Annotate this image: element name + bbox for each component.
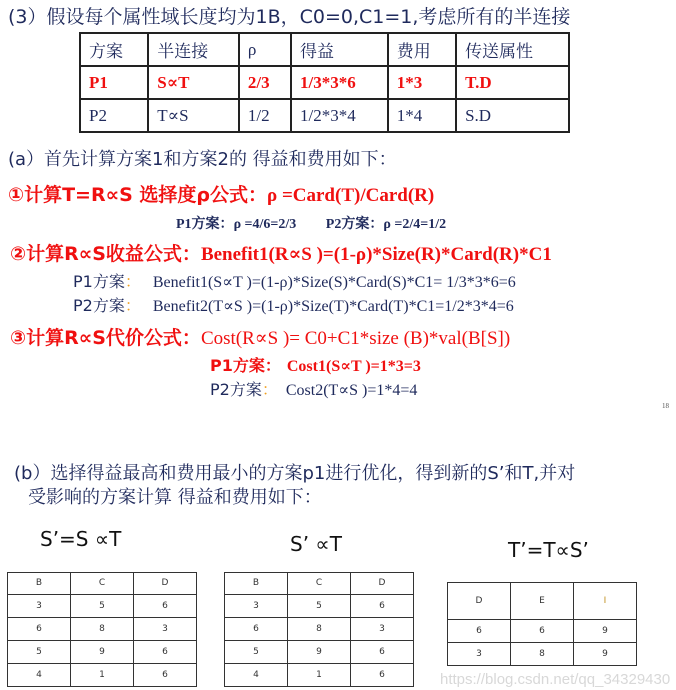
- cell: 5: [225, 641, 288, 664]
- cell: 1/2: [239, 99, 291, 132]
- cell: 3: [134, 618, 197, 641]
- cell: 8: [71, 618, 134, 641]
- cell: 6: [511, 620, 574, 643]
- p2-label: P2方案: [73, 296, 125, 315]
- step3-formula: Cost(R∝S )= C0+C1*size (B)*val(B[S]): [200, 328, 511, 349]
- rel1-table: [7, 572, 197, 687]
- cell: I: [574, 583, 637, 620]
- cell: 1/3*3*6: [291, 66, 388, 99]
- cell: 6: [448, 620, 511, 643]
- rel3-table: [447, 582, 637, 666]
- cell: 9: [288, 641, 351, 664]
- semijoin-table: [79, 32, 570, 133]
- cell: 3: [351, 618, 414, 641]
- table-header-row: [8, 573, 197, 595]
- step2-line: [10, 239, 552, 266]
- cell: 6: [134, 595, 197, 618]
- cell: 3: [225, 595, 288, 618]
- colon: ：: [124, 298, 141, 315]
- step2-formula: Benefit1(R∝S )=(1-ρ)*Size(R)*Card(R)*C1: [200, 244, 552, 265]
- p2-value: Benefit2(T∝S )=(1-ρ)*Size(T)*Card(T)*C1=1/2*3*4=6: [152, 298, 514, 315]
- p1-value: Cost1(S∝T )=1*3=3: [286, 358, 421, 375]
- table-header-row: [225, 573, 414, 595]
- cell: S.D: [456, 99, 569, 132]
- p1-value: Benefit1(S∝T )=(1-ρ)*Size(S)*Card(S)*C1= 1/3*3*6=6: [152, 274, 516, 291]
- table-row: [448, 620, 637, 643]
- colon: ：: [261, 382, 278, 399]
- p2-value: ρ =2/4=1/2: [383, 217, 447, 232]
- rel2-table: [224, 572, 414, 687]
- rel3-title: T’=T∝S’: [508, 538, 589, 562]
- table-row: [8, 595, 197, 618]
- cell: 3: [8, 595, 71, 618]
- step1-label: ①计算T=R∝S 选择度ρ公式：: [8, 184, 268, 206]
- cell: D: [134, 573, 197, 595]
- p1-label: P1方案：: [210, 356, 281, 375]
- cell: 8: [288, 618, 351, 641]
- table-row: [80, 66, 569, 99]
- rel1-title: S’=S ∝T: [40, 527, 122, 551]
- cell: D: [351, 573, 414, 595]
- cell: S∝T: [148, 66, 239, 99]
- step3-label: ③计算R∝S代价公式：: [10, 327, 201, 349]
- header-cell: ρ: [239, 33, 291, 66]
- cell: C: [71, 573, 134, 595]
- step2-p1: [73, 269, 516, 292]
- table-row: [8, 664, 197, 687]
- step2-p2: [73, 293, 514, 316]
- cell: 9: [574, 620, 637, 643]
- cell: 6: [351, 595, 414, 618]
- table-row: [225, 664, 414, 687]
- table-header-row: [80, 33, 569, 66]
- cell: 9: [574, 643, 637, 666]
- p1-value: ρ =4/6=2/3: [233, 217, 297, 232]
- table-header-row: [448, 583, 637, 620]
- cell: P1: [80, 66, 148, 99]
- p2-label: P2方案: [210, 380, 262, 399]
- cell: P2: [80, 99, 148, 132]
- cell: E: [511, 583, 574, 620]
- header-cell: 费用: [388, 33, 456, 66]
- cell: 1*4: [388, 99, 456, 132]
- cell: 6: [134, 664, 197, 687]
- table-row: [8, 641, 197, 664]
- cell: 6: [134, 641, 197, 664]
- step1-formula: ρ =Card(T)/Card(R): [267, 185, 435, 206]
- header-cell: 方案: [80, 33, 148, 66]
- colon: ：: [124, 274, 141, 291]
- cell: 1/2*3*4: [291, 99, 388, 132]
- step1-values: [176, 213, 446, 233]
- table-row: [225, 641, 414, 664]
- cell: 5: [8, 641, 71, 664]
- p1-label: P1方案：: [176, 217, 234, 232]
- cell: 6: [8, 618, 71, 641]
- a-title: (a）首先计算方案1和方案2的 得益和费用如下：: [8, 149, 397, 170]
- cell: 5: [71, 595, 134, 618]
- p1-label: P1方案: [73, 272, 125, 291]
- header-cell: 半连接: [148, 33, 239, 66]
- cell: 4: [8, 664, 71, 687]
- step1-line: [8, 180, 434, 207]
- cell: T.D: [456, 66, 569, 99]
- cell: 3: [448, 643, 511, 666]
- cell: 1: [71, 664, 134, 687]
- cell: 1*3: [388, 66, 456, 99]
- header-cell: 得益: [291, 33, 388, 66]
- cell: 1: [288, 664, 351, 687]
- page-number: 18: [662, 402, 669, 410]
- header-cell: 传送属性: [456, 33, 569, 66]
- b-title-line2: 受影响的方案计算 得益和费用如下：: [28, 487, 322, 508]
- watermark: https://blog.csdn.net/qq_34329430: [440, 671, 671, 688]
- cell: 6: [351, 641, 414, 664]
- table-row: [448, 643, 637, 666]
- cell: 8: [511, 643, 574, 666]
- cell: 5: [288, 595, 351, 618]
- cell: T∝S: [148, 99, 239, 132]
- cell: 2/3: [239, 66, 291, 99]
- cell: 9: [71, 641, 134, 664]
- cell: B: [225, 573, 288, 595]
- step3-p1: [210, 353, 421, 376]
- cell: D: [448, 583, 511, 620]
- p2-value: Cost2(T∝S )=1*4=4: [285, 382, 418, 399]
- p2-label: P2方案：: [325, 217, 384, 232]
- cell: 6: [351, 664, 414, 687]
- step3-p2: [210, 377, 417, 400]
- table-row: [225, 595, 414, 618]
- rel2-title: S’ ∝T: [290, 532, 342, 556]
- table-row: [80, 99, 569, 132]
- cell: 4: [225, 664, 288, 687]
- cell: C: [288, 573, 351, 595]
- table-row: [225, 618, 414, 641]
- cell: B: [8, 573, 71, 595]
- b-title-line1: (b）选择得益最高和费用最小的方案p1进行优化，得到新的S’和T,并对: [14, 463, 576, 484]
- table-row: [8, 618, 197, 641]
- cell: 6: [225, 618, 288, 641]
- step3-line: [10, 323, 510, 350]
- step2-label: ②计算R∝S收益公式：: [10, 243, 201, 265]
- q3-title: (3）假设每个属性域长度均为1B，C0=0,C1=1,考虑所有的半连接: [8, 6, 571, 28]
